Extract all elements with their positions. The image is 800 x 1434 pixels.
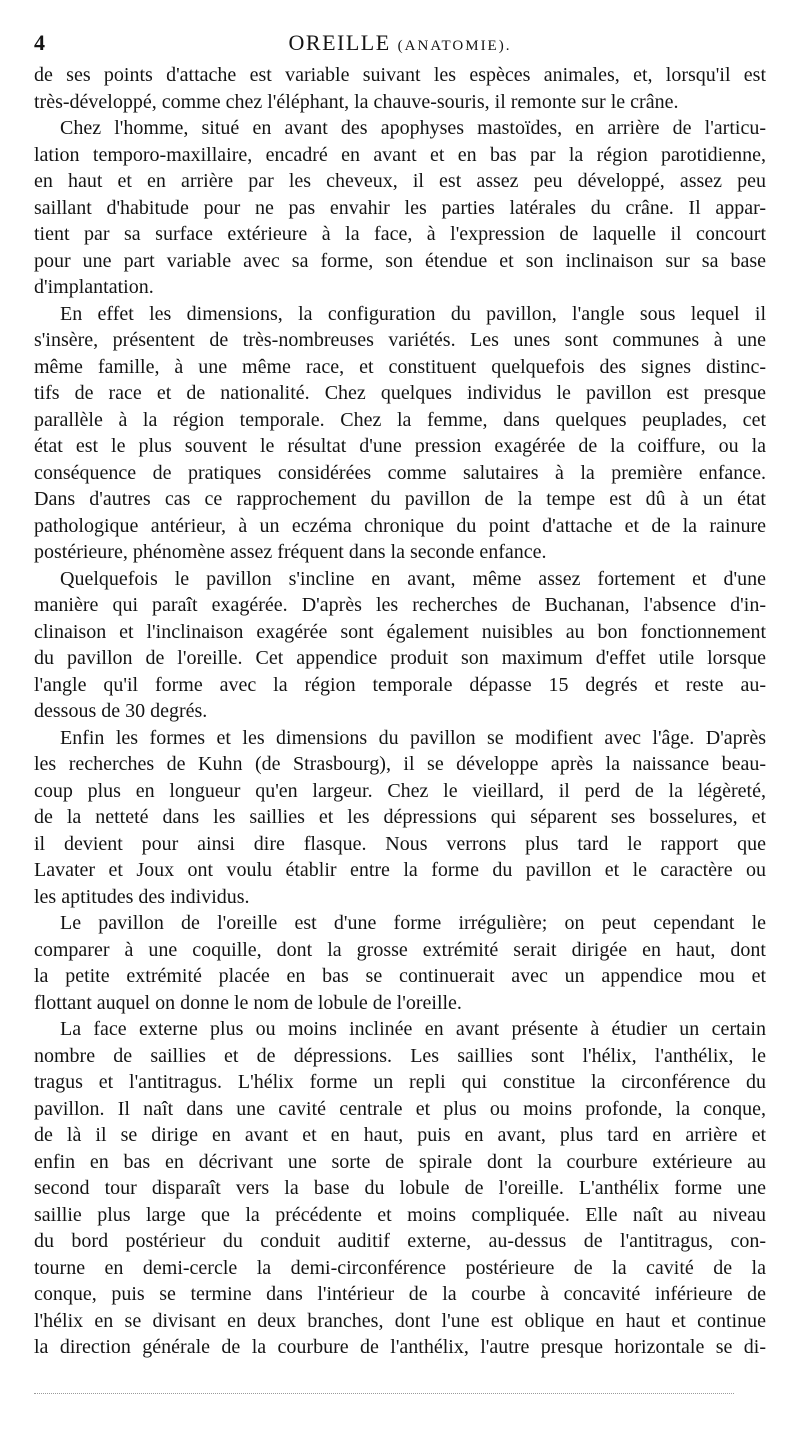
text-line: en haut et en arrière par les cheveux, il est assez peu développé, assez peu xyxy=(34,170,766,192)
text-line: Chez l'homme, situé en avant des apophyses mastoïdes, en arrière de l'articu- xyxy=(60,117,766,139)
text-line: du bord postérieur du conduit auditif externe, au-dessus de l'antitragus, con- xyxy=(34,1230,766,1252)
text-line: comparer à une coquille, dont la grosse extrémité serait dirigée en haut, dont xyxy=(34,938,766,961)
running-title xyxy=(34,30,766,56)
text-line: conque, puis se termine dans l'intérieur de la courbe à concavité inférieure de xyxy=(34,1283,766,1305)
text-line: dessous de 30 degrés. xyxy=(34,700,208,722)
text-line: état est le plus souvent le résultat d'une pression exagérée de la coiffure, ou la xyxy=(34,435,766,457)
text-line: Quelquefois le pavillon s'incline en avant, même assez fortement et d'une xyxy=(60,567,766,590)
text-line: tifs de race et de nationalité. Chez quelques individus le pavillon est presque xyxy=(34,382,766,404)
text-line: pour une part variable avec sa forme, son étendue et son inclinaison sur sa base xyxy=(34,249,766,272)
text-line: tourne en demi-cercle la demi-circonférence postérieure de la cavité de la xyxy=(34,1256,766,1279)
text-line: manière qui paraît exagérée. D'après les recherches de Buchanan, l'absence d'in- xyxy=(34,594,766,616)
text-line: l'angle qu'il forme avec la région temporale dépasse 15 degrés et reste au- xyxy=(34,673,766,696)
text-line: Enfin les formes et les dimensions du pavillon se modifient avec l'âge. D'après xyxy=(60,726,766,749)
text-line: même famille, à une même race, et constituent quelquefois des signes distinc- xyxy=(34,355,766,378)
text-line: la direction générale de la courbure de l'anthélix, l'autre presque horizontale se di- xyxy=(34,1336,766,1358)
text-line: très-développé, comme chez l'éléphant, la chauve-souris, il remonte sur le crâne. xyxy=(34,90,679,113)
page-number: 4 xyxy=(34,30,45,55)
body-text xyxy=(34,62,766,1361)
text-line: second tour disparaît vers la base du lobule de l'oreille. L'anthélix forme une xyxy=(34,1177,766,1199)
text-line: du pavillon de l'oreille. Cet appendice produit son maximum d'effet utile lorsque xyxy=(34,647,766,669)
text-line: lation temporo-maxillaire, encadré en avant et en bas par la région parotidienne, xyxy=(34,143,766,166)
text-line: nombre de saillies et de dépressions. Les saillies sont l'hélix, l'anthélix, le xyxy=(34,1044,766,1067)
text-line: de ses points d'attache est variable suivant les espèces animales, et, lorsqu'il est xyxy=(34,64,766,86)
text-line: conséquence de pratiques considérées comme salutaires à la première enfance. xyxy=(34,461,766,484)
text-line: il devient pour ainsi dire flasque. Nous verrons plus tard le rapport que xyxy=(34,832,766,855)
text-line: la petite extrémité placée en bas se continuerait avec un appendice mou et xyxy=(34,965,766,987)
text-line: Dans d'autres cas ce rapprochement du pavillon de la tempe est dû à un état xyxy=(34,488,766,510)
text-line: Lavater et Joux ont voulu établir entre la forme du pavillon et le caractère ou xyxy=(34,859,766,881)
text-line: En effet les dimensions, la configuration du pavillon, l'angle sous lequel il xyxy=(60,302,766,325)
page-header xyxy=(34,24,766,60)
running-title-subtitle: (ANATOMIE). xyxy=(397,38,512,54)
text-line: Le pavillon de l'oreille est d'une forme irrégulière; on peut cependant le xyxy=(60,912,766,934)
text-line: postérieure, phénomène assez fréquent dans la seconde enfance. xyxy=(34,541,547,563)
text-line: pathologique antérieur, à un eczéma chronique du point d'attache et de la rainure xyxy=(34,514,766,537)
text-line: parallèle à la région temporale. Chez la femme, dans quelques peuplades, cet xyxy=(34,408,766,431)
text-line: les recherches de Kuhn (de Strasbourg), il se développe après la naissance beau- xyxy=(34,753,766,775)
text-line: de la netteté dans les saillies et les dépressions qui séparent ses bosselures, et xyxy=(34,806,766,828)
text-line: coup plus en longueur qu'en largeur. Chez le vieillard, il perd de la légèreté, xyxy=(34,779,766,802)
footer-rule xyxy=(34,1393,734,1394)
text-line: l'hélix en se divisant en deux branches, dont l'une est oblique en haut et continue xyxy=(34,1309,766,1332)
text-line: s'insère, présentent de très-nombreuses variétés. Les unes sont communes à une xyxy=(34,329,766,351)
text-line: les aptitudes des individus. xyxy=(34,885,250,908)
text-line: de là il se dirige en avant et en haut, puis en avant, plus tard en arrière et xyxy=(34,1124,766,1146)
text-line: enfin en bas en décrivant une sorte de spirale dont la courbure extérieure au xyxy=(34,1150,766,1173)
text-line: pavillon. Il naît dans une cavité centrale et plus ou moins profonde, la conque, xyxy=(34,1097,766,1120)
text-line: flottant auquel on donne le nom de lobule de l'oreille. xyxy=(34,991,462,1014)
text-line: saillant d'habitude pour ne pas envahir les parties latérales du crâne. Il appar- xyxy=(34,196,766,219)
text-line: La face externe plus ou moins inclinée en avant présente à étudier un certain xyxy=(60,1018,766,1040)
text-line: saillie plus large que la précédente et moins compliquée. Elle naît au niveau xyxy=(34,1203,766,1226)
text-line: tient par sa surface extérieure à la face, à l'expression de laquelle il concourt xyxy=(34,223,766,245)
text-line: clinaison et l'inclinaison exagérée sont également nuisibles au bon fonctionnement xyxy=(34,620,766,643)
text-line: d'implantation. xyxy=(34,276,154,298)
running-title-main: OREILLE xyxy=(288,30,391,55)
text-line: tragus et l'antitragus. L'hélix forme un repli qui constitue la circonférence du xyxy=(34,1071,766,1093)
